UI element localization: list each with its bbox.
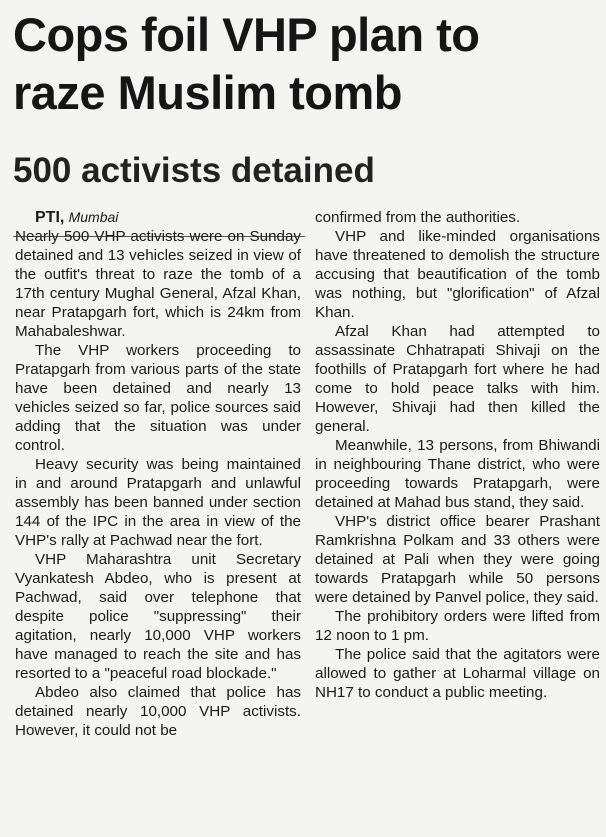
paragraph: Heavy security was being maintained in and around Pratapgarh and unlawful assembly has been banned under section 144 of the IPC in the area in view of the VHP's rally at Pachwad near the fort. — [15, 456, 301, 549]
headline-line-1: Cops foil VHP plan to — [13, 8, 480, 61]
paragraph-continuation: confirmed from the authorities. — [315, 209, 521, 226]
paragraph: VHP's district office bearer Prashant Ramkrishna Polkam and 33 others were detained at Pali when they were going towards Pratapgarh while 50 persons were detained by Panvel police, they said. — [315, 513, 600, 606]
subheadline: 500 activists detained — [13, 151, 375, 190]
byline — [15, 208, 301, 227]
paragraph: Abdeo also claimed that police has detained nearly 10,000 VHP activists. However, it could not be — [15, 684, 301, 739]
paragraph: Afzal Khan had attempted to assassinate Chhatrapati Shivaji on the foothills of Pratapgarh fort where he had come to hold peace talks with him. However, Shivaji had then killed the general. — [315, 323, 600, 435]
paragraph: VHP Maharashtra unit Secretary Vyankatesh Abdeo, who is present at Pachwad, said over telephone that despite police "suppressing" their agitation, nearly 10,000 VHP workers have managed to reach the site and has resorted to a "peaceful road blockade." — [15, 551, 301, 682]
byline-agency: PTI, — [35, 209, 65, 226]
paragraph: The prohibitory orders were lifted from 12 noon to 1 pm. — [315, 608, 600, 644]
byline-location: Mumbai — [68, 209, 119, 225]
paragraph: The VHP workers proceeding to Pratapgarh from various parts of the state have been detained and nearly 13 vehicles seized so far, police sources said adding that the situation was under control. — [15, 342, 301, 454]
paragraph: The police said that the agitators were allowed to gather at Loharmal village on NH17 to conduct a public meeting. — [315, 646, 600, 701]
headline — [13, 6, 598, 122]
paragraph: VHP and like-minded organisations have threatened to demolish the structure accusing that beautification of the tomb was nothing, but "glorification" of Afzal Khan. — [315, 228, 600, 321]
paragraph: Meanwhile, 13 persons, from Bhiwandi in neighbouring Thane district, who were proceeding towards Pratapgarh, were detained at Mahad bus stand, they said. — [315, 437, 600, 511]
article-column-left — [15, 208, 301, 740]
article-column-right — [315, 208, 600, 702]
paragraph: Nearly 500 VHP activists were on Sunday detained and 13 vehicles seized in view of the outfit's threat to raze the tomb of a 17th century Mughal General, Afzal Khan, near Pratapgarh fort, which is 24km from Mahabaleshwar. — [15, 228, 301, 340]
headline-line-2: raze Muslim tomb — [13, 66, 402, 119]
